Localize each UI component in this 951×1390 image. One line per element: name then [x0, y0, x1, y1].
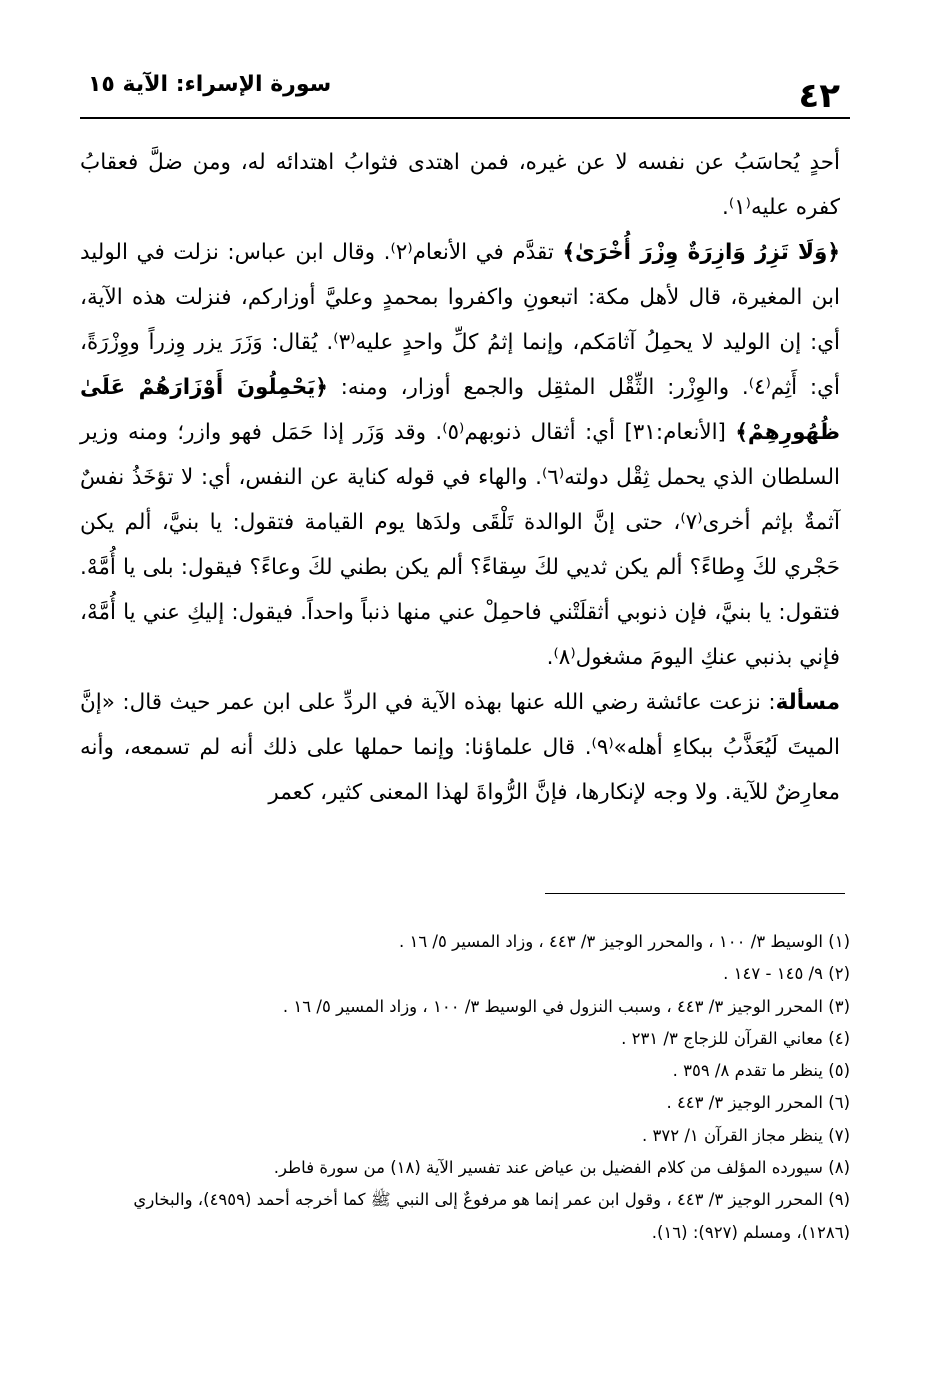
running-title: سورة الإسراء: الآية ١٥ [88, 72, 332, 97]
footnotes [80, 926, 850, 1249]
page-number: ٤٢ [798, 76, 840, 116]
header-rule [80, 117, 850, 119]
footnote-5: (٥) ينظر ما تقدم ٨/ ٣٥٩ . [672, 1061, 850, 1081]
footnote-3: (٣) المحرر الوجيز ٣/ ٤٤٣ ، وسبب النزول في الوسيط ٣/ ١٠٠ ، وزاد المسير ٥/ ١٦ . [282, 996, 850, 1016]
paragraph-2-text-1: تقدَّم في الأنعام⁽٢⁾. وقال ابن عباس: نزلت في الوليد ابن المغيرة، قال لأهل مكة: اتبعونِ واكفروا بمحمدٍ وعليَّ أوزاركم، فنزلت هذه الآية، أي: إن الوليد لا يحمِلُ آثامَكم، وإنما إثمُ كلِّ واحدٍ عليه⁽٣⁾. يُقال: وَزَرَ يزر وِزراً ووِزْرَةً، أي: أَثِم⁽٤⁾. والوِزْر: الثِّقْل المثقِل والجمع أوزار، ومنه: [80, 240, 841, 400]
footnote-4: (٤) معاني القرآن للزجاج ٣/ ٢٣١ . [621, 1028, 850, 1048]
footnote-1: (١) الوسيط ٣/ ١٠٠ ، والمحرر الوجيز ٣/ ٤٤٣ ، وزاد المسير ٥/ ١٦ . [398, 932, 850, 951]
quran-verse: ﴿وَلَا تَزِرُ وَازِرَةٌ وِزْرَ أُخْرَىٰ﴾ [562, 240, 841, 265]
page-header [80, 70, 850, 114]
footnote-6: (٦) المحرر الوجيز ٣/ ٤٤٣ . [666, 1093, 850, 1113]
footnote-2: (٢) ٩/ ١٤٥ - ١٤٧ . [723, 964, 850, 984]
paragraph-2-text-2: [الأنعام:٣١] أي: أثقال ذنوبهم⁽٥⁾. وقد وَزَر إذا حَمَل فهو وازر؛ ومنه وزير السلطان الذي يحمل ثِقْل دولته⁽٦⁾. والهاء في قوله كناية عن النفس، أي: لا تؤخَذُ نفسٌ آثمةٌ بإثم أخرى⁽٧⁾، حتى إنَّ الوالدة تَلْقَى ولدَها يوم القيامة فتقول: يا بنيَّ، ألم يكن حَجْري لكَ وِطاءً؟ ألم يكن ثديي لكَ سِقاءً؟ ألم يكن بطني لكَ وعاءً؟ فيقول: بلى يا أُمَّهْ. فتقول: يا بنيَّ، فإن ذنوبي أثقلَتْني فاحمِلْ عني منها ذنباً واحداً. فيقول: إليكِ عني يا أُمَّهْ، فإني بذنبي عنكِ اليومَ مشغول⁽٨⁾. [80, 420, 841, 670]
paragraph-2 [80, 230, 840, 680]
paragraph-3-text: : نزعت عائشة رضي الله عنها بهذه الآية في الردِّ على ابن عمر حيث قال: «إنَّ الميتَ لَيُعَذَّبُ ببكاءِ أهله»⁽٩⁾. قال علماؤنا: وإنما حملها على ذلك أنه لم تسمعه، وأنه معارِضٌ للآية. ولا وجه لإنكارها، فإنَّ الرُّواةَ لهذا المعنى كثير، كعمر [80, 690, 840, 805]
quran-verse-2: ﴿يَحْمِلُونَ أَوْزَارَهُمْ عَلَىٰ ظُهُورِهِمْ﴾ [80, 375, 840, 445]
paragraph-1: أحدٍ يُحاسَبُ عن نفسه لا عن غيره، فمن اهتدى فثوابُ اهتدائه له، ومن ضلَّ فعقابُ كفره عليه⁽١⁾. [80, 150, 840, 220]
footnote-rule [545, 893, 845, 894]
footnote-9: (٩) المحرر الوجيز ٣/ ٤٤٣ ، وقول ابن عمر إنما هو مرفوعٌ إلى النبي ﷺ كما أخرجه أحمد (٤٩٥٩)، والبخاري (١٢٨٦)، ومسلم (٩٢٧): (١٦). [133, 1190, 850, 1242]
issue-term: مسألة [775, 690, 840, 715]
paragraph-3 [80, 680, 840, 815]
main-text [80, 140, 840, 815]
footnote-7: (٧) ينظر مجاز القرآن ١/ ٣٧٢ . [642, 1125, 850, 1145]
footnote-8: (٨) سيورده المؤلف من كلام الفضيل بن عياض عند تفسير الآية (١٨) من سورة فاطر. [273, 1158, 850, 1178]
